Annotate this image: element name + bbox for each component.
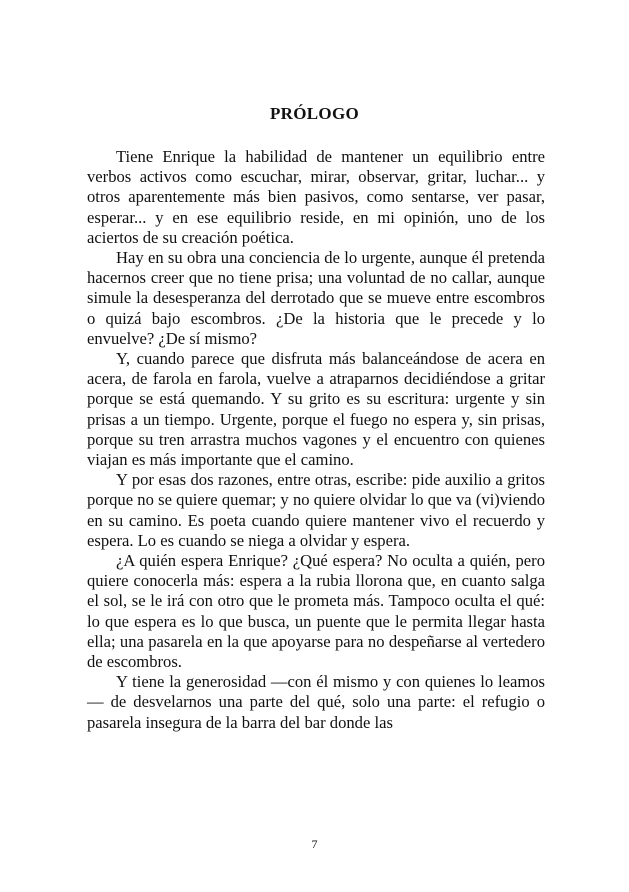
paragraph-4: Y por esas dos razones, entre otras, escribe: pide auxilio a gritos porque no se quiere quemar; y no quiere olvidar lo que va (vi)viendo en su camino. Es poeta cuando quiere mantener vivo el recuerdo y espera. Lo es cuando se niega a olvidar y espera. bbox=[87, 470, 545, 550]
paragraph-2: Hay en su obra una conciencia de lo urgente, aunque él pretenda hacernos creer que no tiene prisa; una voluntad de no callar, aunque simule la desesperanza del derrotado que se mueve entre escombros o quizá bajo escombros. ¿De la historia que le precede y lo envuelve? ¿De sí mismo? bbox=[87, 248, 545, 348]
paragraph-6: Y tiene la generosidad —con él mismo y con quienes lo leamos— de desvelarnos una parte del qué, solo una parte: el refugio o pasarela insegura de la barra del bar donde las bbox=[87, 672, 545, 732]
page-number: 7 bbox=[311, 837, 318, 851]
paragraph-5: ¿A quién espera Enrique? ¿Qué espera? No oculta a quién, pero quiere conocerla más: espera a la rubia llorona que, en cuanto salga el sol, se le irá con otro que le prometa más. Tampoco oculta el qué: lo que espera es lo que busca, un puente que le permita llegar hasta ella; una pasarela en la que apoyarse para no despeñarse al vertedero de escombros. bbox=[87, 551, 545, 672]
paragraph-3: Y, cuando parece que disfruta más balanceándose de acera en acera, de farola en farola, vuelve a atraparnos decidiéndose a gritar porque se está quemando. Y su grito es su escritura: urgente y sin prisas a un tiempo. Urgente, porque el fuego no espera y, sin prisas, porque su tren arrastra muchos vagones y el encuentro con quienes viajan es más importante que el camino. bbox=[87, 349, 545, 470]
paragraph-1: Tiene Enrique la habilidad de mantener un equilibrio entre verbos activos como escuchar, mirar, observar, gritar, luchar... y otros aparentemente más bien pasivos, como sentarse, ver pasar, esperar... y en ese equilibrio reside, en mi opinión, uno de los aciertos de su creación poética. bbox=[87, 147, 545, 247]
chapter-title: PRÓLOGO bbox=[270, 104, 359, 123]
body-text bbox=[87, 147, 545, 733]
